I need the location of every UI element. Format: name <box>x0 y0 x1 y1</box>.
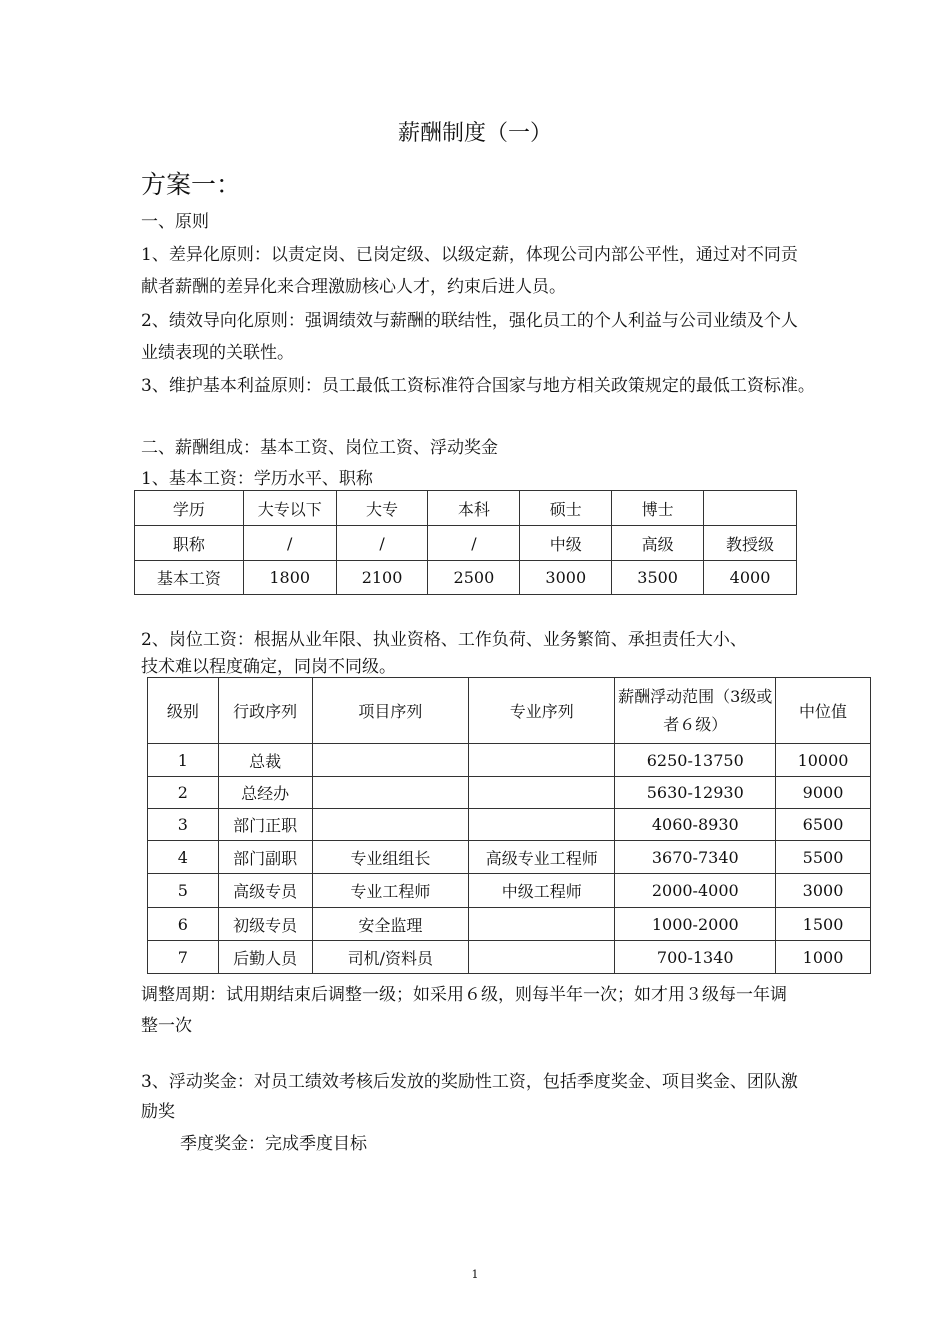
table-cell: 6250-13750 <box>615 744 776 777</box>
table-cell <box>312 744 469 777</box>
table-row <box>148 941 871 974</box>
table-cell: 安全监理 <box>312 908 469 941</box>
table-row <box>135 526 797 561</box>
table-row <box>135 491 797 526</box>
post-salary-heading-line2: 技术难以程度确定，同岗不同级。 <box>141 657 396 677</box>
table-cell <box>469 777 615 809</box>
table-cell <box>469 744 615 777</box>
table-cell <box>469 908 615 941</box>
table-cell: 职称 <box>135 526 244 561</box>
section1-heading: 一、原则 <box>141 212 209 232</box>
table-cell: 10000 <box>776 744 871 777</box>
table-cell: / <box>336 526 428 561</box>
table-cell: 4 <box>148 841 219 874</box>
table-cell: 2500 <box>428 561 520 595</box>
table-header-row <box>148 678 871 744</box>
table-row <box>148 908 871 941</box>
table-cell: 3670-7340 <box>615 841 776 874</box>
table-cell: 专业组组长 <box>312 841 469 874</box>
table-cell: 2 <box>148 777 219 809</box>
table-cell: 本科 <box>428 491 520 526</box>
table-row <box>148 809 871 841</box>
table-cell: 基本工资 <box>135 561 244 595</box>
table-row <box>148 744 871 777</box>
table-header-cell: 薪酬浮动范围（3级或者６级） <box>615 678 776 744</box>
table-cell: 博士 <box>612 491 704 526</box>
page-title: 薪酬制度（一） <box>397 121 552 146</box>
table-row <box>148 841 871 874</box>
plan-heading: 方案一： <box>141 170 242 199</box>
table-header-cell: 专业序列 <box>469 678 615 744</box>
table-header-cell: 行政序列 <box>218 678 312 744</box>
basic-salary-table <box>134 490 797 595</box>
table-cell: 中级 <box>520 526 612 561</box>
table-cell: / <box>243 526 336 561</box>
table-cell: 3000 <box>776 874 871 908</box>
table-cell: 1800 <box>243 561 336 595</box>
table-cell: 7 <box>148 941 219 974</box>
table-cell <box>469 941 615 974</box>
principle-2-line1: 2、绩效导向化原则：强调绩效与薪酬的联结性，强化员工的个人利益与公司业绩及个人 <box>141 311 798 331</box>
table-cell: 硕士 <box>520 491 612 526</box>
table-cell: 专业工程师 <box>312 874 469 908</box>
principle-1-line1: 1、差异化原则：以责定岗、已岗定级、以级定薪，体现公司内部公平性，通过对不同贡 <box>141 245 798 265</box>
table-cell: 1000 <box>776 941 871 974</box>
table-header-cell: 项目序列 <box>312 678 469 744</box>
table-cell: 3 <box>148 809 219 841</box>
table-cell: 9000 <box>776 777 871 809</box>
table-cell: 1500 <box>776 908 871 941</box>
page-number: 1 <box>471 1268 479 1281</box>
table-cell: 高级 <box>612 526 704 561</box>
table-cell: 6500 <box>776 809 871 841</box>
table-cell: 700-1340 <box>615 941 776 974</box>
table-cell: 后勤人员 <box>218 941 312 974</box>
table-cell: 高级专员 <box>218 874 312 908</box>
table-cell: 2000-4000 <box>615 874 776 908</box>
table-cell <box>469 809 615 841</box>
table-row <box>148 874 871 908</box>
table-cell: / <box>428 526 520 561</box>
table-cell: 部门副职 <box>218 841 312 874</box>
table-cell: 大专 <box>336 491 428 526</box>
table-cell: 5630-12930 <box>615 777 776 809</box>
section2-heading: 二、薪酬组成：基本工资、岗位工资、浮动奖金 <box>141 438 498 458</box>
table-cell: 2100 <box>336 561 428 595</box>
table-cell <box>312 809 469 841</box>
table-cell: 1 <box>148 744 219 777</box>
principle-3-line1: 3、维护基本利益原则：员工最低工资标准符合国家与地方相关政策规定的最低工资标准。 <box>141 376 815 396</box>
table-cell: 学历 <box>135 491 244 526</box>
table-cell: 部门正职 <box>218 809 312 841</box>
table-cell <box>312 777 469 809</box>
basic-salary-heading: 1、基本工资：学历水平、职称 <box>141 469 373 489</box>
table-cell: 中级工程师 <box>469 874 615 908</box>
table-cell: 初级专员 <box>218 908 312 941</box>
adjust-period-line2: 整一次 <box>141 1016 192 1036</box>
table-cell: 3500 <box>612 561 704 595</box>
table-cell: 司机/资料员 <box>312 941 469 974</box>
quarter-bonus: 季度奖金：完成季度目标 <box>180 1134 367 1154</box>
floating-bonus-line2: 励奖 <box>141 1102 175 1122</box>
table-row <box>148 777 871 809</box>
table-cell: 4000 <box>704 561 797 595</box>
post-salary-table <box>147 677 871 974</box>
principle-2-line2: 业绩表现的关联性。 <box>141 343 294 363</box>
table-cell: 5 <box>148 874 219 908</box>
table-cell: 3000 <box>520 561 612 595</box>
table-header-cell: 中位值 <box>776 678 871 744</box>
table-cell: 5500 <box>776 841 871 874</box>
principle-1-line2: 献者薪酬的差异化来合理激励核心人才，约束后进人员。 <box>141 277 566 297</box>
table-cell: 高级专业工程师 <box>469 841 615 874</box>
post-salary-heading-line1: 2、岗位工资：根据从业年限、执业资格、工作负荷、业务繁简、承担责任大小、 <box>141 630 747 650</box>
table-cell: 大专以下 <box>243 491 336 526</box>
adjust-period-line1: 调整周期：试用期结束后调整一级；如采用６级，则每半年一次；如才用３级每一年调 <box>141 985 787 1005</box>
table-cell: 总裁 <box>218 744 312 777</box>
table-cell: 6 <box>148 908 219 941</box>
table-cell: 1000-2000 <box>615 908 776 941</box>
table-row <box>135 561 797 595</box>
table-cell: 总经办 <box>218 777 312 809</box>
table-cell: 教授级 <box>704 526 797 561</box>
table-cell <box>704 491 797 526</box>
floating-bonus-line1: 3、浮动奖金：对员工绩效考核后发放的奖励性工资，包括季度奖金、项目奖金、团队激 <box>141 1072 798 1092</box>
table-cell: 4060-8930 <box>615 809 776 841</box>
table-header-cell: 级别 <box>148 678 219 744</box>
